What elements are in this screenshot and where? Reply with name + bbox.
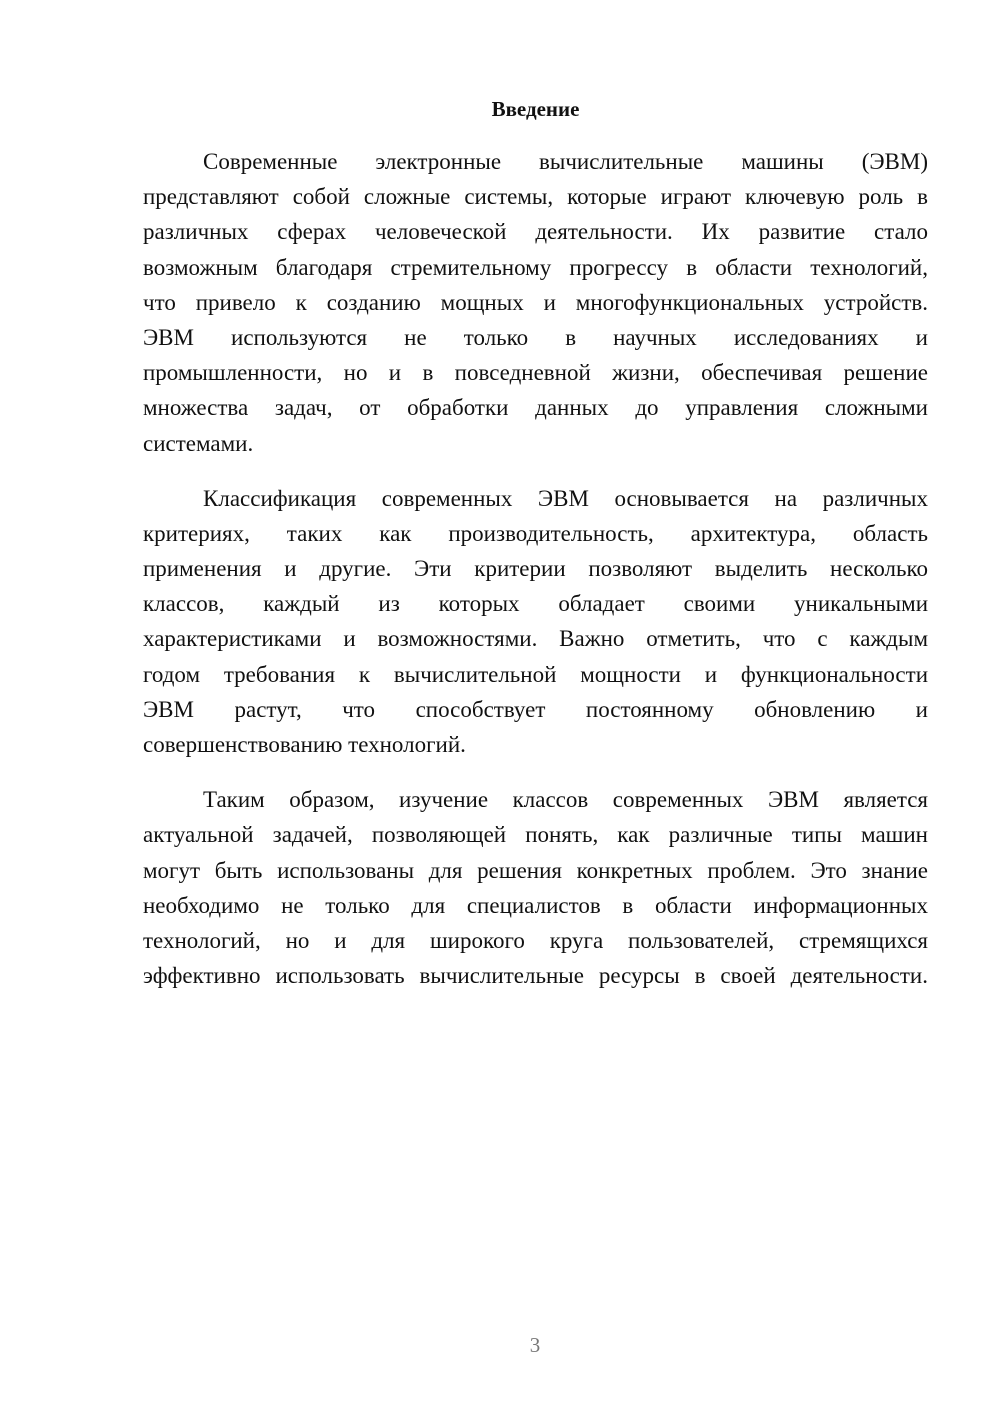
text-line: множества задач, от обработки данных до управления сложными — [143, 395, 928, 421]
paragraph-2 — [143, 481, 928, 763]
text-line: что привело к созданию мощных и многофункциональных устройств. — [143, 289, 928, 315]
text-line: представляют собой сложные системы, которые играют ключевую роль в — [143, 184, 928, 210]
text-line: различных сферах человеческой деятельности. Их развитие стало — [143, 219, 928, 245]
text-line: могут быть использованы для решения конкретных проблем. Это знание — [143, 857, 928, 883]
text-line: промышленности, но и в повседневной жизни, обеспечивая решение — [143, 360, 928, 386]
text-line: применения и другие. Эти критерии позволяют выделить несколько — [143, 556, 928, 582]
text-line: ЭВМ используются не только в научных исследованиях и — [143, 324, 928, 350]
text-line: актуальной задачей, позволяющей понять, как различные типы машин — [143, 822, 928, 848]
text-line: критериях, таких как производительность, архитектура, область — [143, 520, 928, 546]
text-line: возможным благодаря стремительному прогрессу в области технологий, — [143, 254, 928, 280]
text-line: ЭВМ растут, что способствует постоянному обновлению и — [143, 696, 928, 722]
text-line: системами. — [143, 430, 254, 456]
paragraph-1 — [143, 144, 928, 461]
text-line: необходимо не только для специалистов в области информационных — [143, 892, 928, 918]
text-line: годом требования к вычислительной мощности и функциональности — [143, 661, 928, 687]
text-line: классов, каждый из которых обладает своими уникальными — [143, 591, 928, 617]
paragraph-3 — [143, 782, 928, 993]
section-heading: Введение — [491, 97, 580, 121]
page-number: 3 — [529, 1333, 541, 1357]
text-line: характеристиками и возможностями. Важно отметить, что с каждым — [143, 626, 928, 652]
text-line: Современные электронные вычислительные машины (ЭВМ) — [203, 149, 928, 174]
text-line: эффективно использовать вычислительные ресурсы в своей деятельности. — [143, 963, 928, 989]
text-line: технологий, но и для широкого круга пользователей, стремящихся — [143, 927, 928, 953]
document-body — [143, 144, 928, 1013]
text-line: Таким образом, изучение классов современных ЭВМ является — [203, 787, 928, 813]
text-line: совершенствованию технологий. — [143, 732, 466, 757]
text-line: Классификация современных ЭВМ основывается на различных — [203, 485, 928, 511]
